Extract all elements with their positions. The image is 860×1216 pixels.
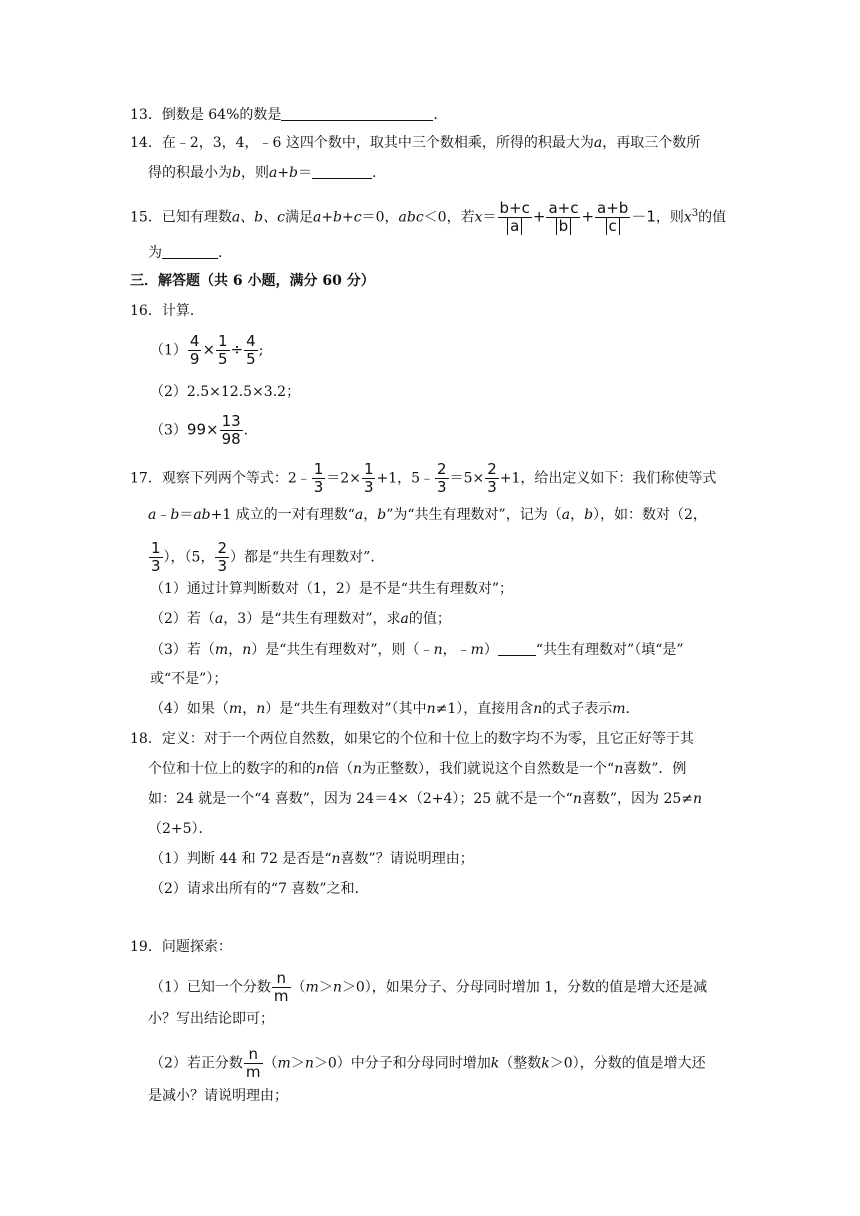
text-span: ≠1），直接用含 [435,701,534,717]
question-17-part2 [150,609,451,629]
text-span: （整数 [499,1055,542,1072]
text-span: ＝5× [449,470,485,487]
text-span: 3 [487,478,497,496]
text-span: 的值 [698,209,727,226]
text-span: 喜数”．例 [623,761,687,777]
answer-blank[interactable] [498,641,536,656]
text-span: n [256,701,266,717]
text-span: . [243,422,249,439]
question-18-line3 [148,789,702,809]
text-span: . [433,107,438,123]
question-13 [130,105,438,125]
question-15: 15．已知有理数a、b、c满足a+b+c＝0，abc＜0，若x＝ $\frac{b+c}{a}$ + $\frac{a+c}{b}$ + $\frac{a+b}{c}$ －1，则$x^3$的值 [130,199,727,235]
question-19 [130,937,232,957]
question-18-part1 [150,849,474,869]
text-span: +1，给出定义如下：我们称使等式 [499,470,717,487]
text-span: a [214,611,224,627]
text-span: . [372,165,377,181]
text-span: a [507,217,522,235]
text-span: 1 [363,460,374,478]
text-span: 得的积最小为 [148,165,232,181]
text-span: （3） [150,422,187,439]
text-span: （2）若正分数 [150,1055,243,1072]
text-span: 或“不是”）； [150,671,228,687]
text-span: 为 [148,245,162,261]
text-span: 小？写出结论即可； [148,1011,274,1027]
text-span: ab [193,507,211,523]
text-span: 1 [218,332,228,350]
question-17-part1 [150,579,513,599]
text-span: ÷ [230,340,244,359]
text-span: ”为“共生有理数对”，记为（ [386,507,562,523]
text-span: n [614,761,624,777]
text-span: n [331,851,341,867]
question-15-line2 [148,243,222,263]
text-span: a+b [268,165,299,181]
question-16 [130,301,204,321]
text-span: ）都是“共生有理数对”． [230,549,385,566]
text-span: 5 [246,350,256,368]
text-span: b+c [499,199,530,217]
text-span: ，则 [240,165,269,181]
fraction [216,333,230,368]
fraction [149,540,163,575]
text-span: 4 [246,332,256,350]
text-span: 在﹣2，3，4，﹣6 这四个数中，取其中三个数相乘，所得的积最大为 [161,135,594,151]
text-span: 已知有理数 [161,209,232,226]
text-span: a [400,611,409,627]
question-18 [130,729,694,749]
text-span: （1）已知一个分数 [150,979,271,996]
text-span: a [593,135,603,151]
question-17-line3 [148,540,384,575]
text-span: ），（5， [163,549,215,566]
text-span: k [490,1055,500,1072]
text-span: 为正整数），我们就说这个自然数是一个“ [362,761,615,777]
text-span: b [232,165,241,181]
text-span: 的值； [408,611,451,627]
fraction [244,333,258,368]
text-span: ; [258,342,264,359]
question-18-line2 [148,759,686,779]
fraction [485,461,499,496]
question-19-part1-line2 [148,1009,274,1029]
fraction [362,461,376,496]
fraction [215,540,229,575]
question-18-part2 [150,879,369,899]
text-span: ＝2× [326,470,361,487]
text-span: ＞ [318,979,333,996]
fraction [312,461,326,496]
text-span: 计算． [161,303,204,319]
fraction [188,333,202,368]
fraction [220,413,243,448]
fraction [435,461,449,496]
text-span: m [612,701,626,717]
text-span: 3 [217,557,228,575]
text-span: 的式子表示 [542,701,613,717]
text-span: ， [242,701,257,717]
text-span: 个位和十位上的数字的和的 [148,761,316,777]
text-span: ， [363,507,378,523]
text-span: ＜0，若 [423,209,475,226]
question-number: 15． [130,209,162,226]
question-19-part1 [150,970,707,1005]
text-span: x [683,209,692,226]
fraction [272,970,291,1005]
text-span: m [470,642,484,658]
question-16-part1 [150,333,263,368]
text-span: 3 [151,557,161,575]
text-span: ＞ [290,1055,305,1072]
text-span: （4）如果（ [150,701,229,717]
question-number: 14． [130,135,162,151]
text-span: 满足 [284,209,313,226]
question-17-line2 [148,505,707,525]
text-span: ＞0），如果分子、分母同时增加 1，分数的值是增大还是减 [341,979,708,996]
text-span: ）是“共生有理数对”，则（﹣ [251,642,434,658]
text-span: 3 [363,478,374,496]
text-span: ，3）是“共生有理数对”，求 [223,611,401,627]
text-span: n [426,701,436,717]
text-span: 观察下列两个等式：2﹣ [161,470,311,487]
text-span: 9 [189,350,200,368]
text-span: （1）判断 44 和 72 是否是“ [150,851,332,867]
text-span: （3）若（ [150,642,215,658]
text-span: 是减小？请说明理由； [148,1088,288,1104]
text-span: a+b [597,199,629,217]
text-span: （2）2.5×12.5×3.2； [150,384,301,400]
text-span: 13 [221,412,241,430]
text-span: 三．解答题（共 6 小题，满分 60 分） [130,273,375,289]
text-span: ＝ [179,507,194,523]
question-number: 18． [130,731,162,747]
text-span: ， [228,642,243,658]
text-span: （1） [150,342,187,359]
answer-blank[interactable] [312,164,372,179]
question-16-part3 [150,413,248,448]
text-span: 3 [691,207,699,219]
text-span: 98 [221,430,241,448]
text-span: ， [570,507,585,523]
text-span: n [332,979,342,996]
text-span: m [277,1055,291,1072]
text-span: ，再取三个数所 [602,135,701,151]
text-span: m [228,701,243,717]
text-span: 定义：对于一个两位自然数，如果它的个位和十位上的数字均不为零，且它正好等于其 [161,731,694,747]
text-span: b [556,217,572,235]
text-span: 3 [313,478,324,496]
text-span: a [561,507,571,523]
text-span: x [474,209,483,226]
question-number: 19． [130,939,162,955]
fraction [546,200,580,235]
question-17-part3 [150,640,684,660]
text-span: 5 [218,350,228,368]
text-span: a [354,507,364,523]
text-span: ＝ [482,209,497,226]
text-span: b [584,507,594,523]
text-span: 1 [313,460,324,478]
text-span: a+b+c [312,209,362,226]
text-span: n [693,791,703,807]
text-span: 2 [487,460,497,478]
text-span: c [606,217,620,235]
text-span: n [353,761,363,777]
text-span: ，﹣ [442,642,471,658]
answer-blank[interactable] [162,244,218,259]
text-span: （ [263,1055,278,1072]
text-span: 倍（ [325,761,354,777]
text-span: －1 [631,207,656,226]
question-18-line4 [148,819,213,839]
question-number: 17． [130,470,162,487]
question-number: 13． [130,107,162,123]
text-span: n [316,761,326,777]
question-14-line2 [148,163,376,183]
question-number: 16． [130,303,162,319]
text-span: n [242,642,252,658]
text-span: ）是“共生有理数对”（其中 [265,701,427,717]
text-span: m [273,987,289,1005]
question-14 [130,133,700,153]
text-span: （2）请求出所有的“7 喜数”之和． [150,881,369,897]
text-span: 问题探索： [161,939,232,955]
section-heading [130,271,375,291]
question-19-part2-line2 [148,1086,288,1106]
text-span: （2+5）． [148,821,213,837]
fraction [244,1046,263,1081]
text-span: 4 [189,332,200,350]
text-span: ＞0），分数的值是增大还 [549,1055,706,1072]
text-span: 3 [437,478,447,496]
text-span: ＝0， [361,209,399,226]
text-span: 2 [217,539,228,557]
text-span: 喜数”？请说明理由； [340,851,474,867]
text-span: m [245,1063,261,1081]
text-span: abc [398,209,424,226]
text-span: k [541,1055,550,1072]
text-span: 喜数”，因为 25≠ [581,791,693,807]
text-span: 如：24 就是一个“4 喜数”，因为 24＝4×（2+4）；25 就不是一个“ [148,791,573,807]
text-span: ），如：数对（2， [593,507,707,523]
question-text: 倒数是 64%的数是 [161,107,282,123]
text-span: 99× [186,420,219,439]
text-span: ＞0）中分子和分母同时增加 [313,1055,491,1072]
question-19-part2 [150,1046,706,1081]
text-span: （ [291,979,306,996]
text-span: n [533,701,543,717]
text-span: 2 [437,460,447,478]
text-span: ＝ [298,165,313,181]
text-span: n [572,791,582,807]
text-span: （1）通过计算判断数对（1，2）是不是“共生有理数对”； [150,581,514,597]
text-span: m [214,642,229,658]
text-span: +1 成立的一对有理数“ [210,507,355,523]
text-span: ，则 [655,209,684,226]
text-span: b [377,507,387,523]
text-span: n [244,1046,263,1064]
text-span: . [625,701,630,717]
fraction [595,200,630,235]
text-span: b [170,507,180,523]
answer-blank[interactable] [281,106,433,121]
fraction [498,200,532,235]
question-17 [130,461,716,496]
text-span: n [433,642,443,658]
text-span: +1，5﹣ [376,470,435,487]
text-span: ﹣ [156,507,171,523]
text-span: n [304,1055,314,1072]
text-span: a [148,507,157,523]
text-span: a、b、c [231,209,285,226]
text-span: （2）若（ [150,611,215,627]
text-span: a+c [548,199,579,217]
text-span: m [305,979,319,996]
question-17-part4 [150,699,630,719]
text-span: “共生有理数对”（填“是” [535,642,684,658]
text-span: ） [483,642,498,658]
question-16-part2 [150,382,300,402]
text-span: × [202,340,216,359]
text-span: n [272,970,291,988]
question-17-part3-line2 [150,669,227,689]
text-span: . [218,245,223,261]
text-span: 1 [151,539,161,557]
